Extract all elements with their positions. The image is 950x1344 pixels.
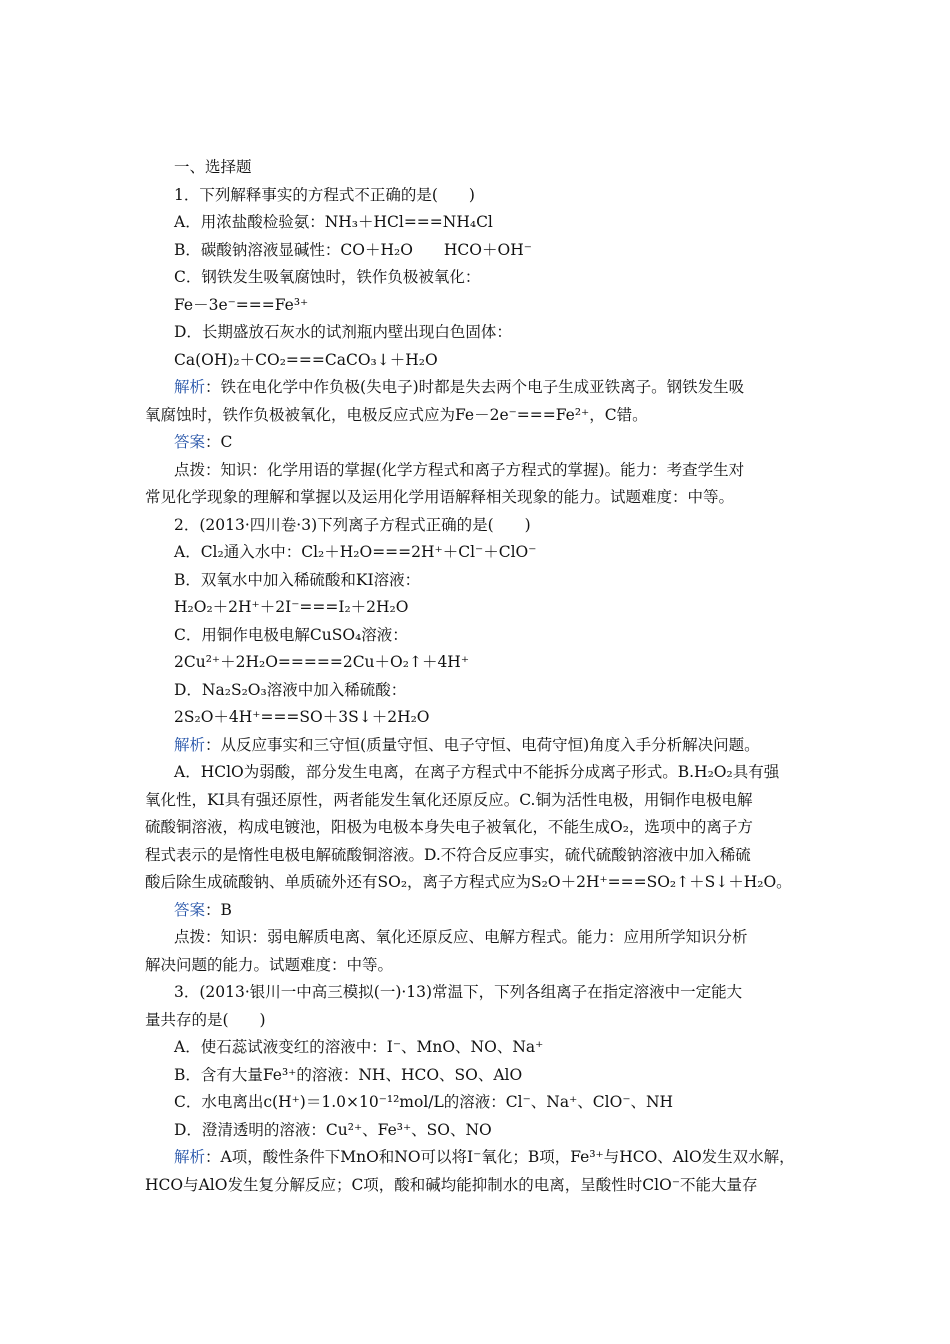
q2-option-a: A．Cl₂通入水中：Cl₂＋H₂O===2H⁺＋Cl⁻＋ClO⁻	[174, 543, 537, 561]
q1-note-line1: 点拨：知识：化学用语的掌握(化学方程式和离子方程式的掌握)。能力：考查学生对	[174, 461, 745, 479]
q2-answer	[174, 900, 232, 920]
q1-answer-value: ：C	[205, 433, 233, 451]
q2-analysis-label: 解析	[174, 736, 206, 754]
q2-analysis-line4: 硫酸铜溶液，构成电镀池，阳极为电极本身失电子被氧化，不能生成O₂，选项中的离子方	[145, 818, 753, 836]
q2-analysis-line5: 程式表示的是惰性电极电解硫酸铜溶液。D.不符合反应事实，硫代硫酸钠溶液中加入稀硫	[145, 846, 751, 864]
q1-answer	[174, 432, 232, 452]
q1-note-line2: 常见化学现象的理解和掌握以及运用化学用语解释相关现象的能力。试题难度：中等。	[145, 488, 735, 506]
q2-answer-value: ：B	[205, 901, 232, 919]
q3-analysis-line1	[174, 1147, 795, 1167]
q1-option-b: B．碳酸钠溶液显碱性：CO＋H₂O HCO＋OH⁻	[174, 241, 532, 259]
q2-analysis-text1: ：从反应事实和三守恒(质量守恒、电子守恒、电荷守恒)角度入手分析解决问题。	[205, 736, 760, 754]
q2-option-d-line1: D．Na₂S₂O₃溶液中加入稀硫酸：	[174, 681, 407, 699]
q3-analysis-line2: HCO与AlO发生复分解反应；C项，酸和碱均能抑制水的电离，呈酸性时ClO⁻不能大量存	[145, 1176, 758, 1194]
q1-option-d-line1: D．长期盛放石灰水的试剂瓶内壁出现白色固体：	[174, 323, 512, 341]
q1-analysis-line1	[174, 377, 744, 397]
q3-option-c: C．水电离出c(H⁺)＝1.0×10⁻¹²mol/L的溶液：Cl⁻、Na⁺、ClO⁻、NH	[174, 1093, 674, 1111]
q1-analysis-line2: 氧腐蚀时，铁作负极被氧化，电极反应式应为Fe－2e⁻===Fe²⁺，C错。	[145, 406, 648, 424]
q1-option-a: A．用浓盐酸检验氨：NH₃＋HCl===NH₄Cl	[174, 213, 493, 231]
q2-analysis-line6: 酸后除生成硫酸钠、单质硫外还有SO₂，离子方程式应为S₂O＋2H⁺===SO₂↑＋S↓＋H₂O。	[145, 873, 792, 891]
q2-analysis-line3: 氧化性，KI具有强还原性，两者能发生氧化还原反应。C.铜为活性电极，用铜作电极电解	[145, 791, 753, 809]
q1-analysis-label: 解析	[174, 378, 206, 396]
q2-analysis-line2: A．HClO为弱酸，部分发生电离，在离子方程式中不能拆分成离子形式。B.H₂O₂具有强	[174, 763, 780, 781]
q1-option-d-line2: Ca(OH)₂＋CO₂===CaCO₃↓＋H₂O	[174, 351, 438, 369]
q2-answer-label: 答案	[174, 901, 206, 919]
q3-option-a: A．使石蕊试液变红的溶液中：I⁻、MnO、NO、Na⁺	[174, 1038, 544, 1056]
q2-stem: 2．(2013·四川卷·3)下列离子方程式正确的是( )	[174, 516, 531, 534]
q3-option-b: B．含有大量Fe³⁺的溶液：NH、HCO、SO、AlO	[174, 1066, 523, 1084]
q1-stem: 1．下列解释事实的方程式不正确的是( )	[174, 186, 475, 204]
q2-analysis-line1	[174, 735, 760, 755]
q2-option-c-line1: C．用铜作电极电解CuSO₄溶液：	[174, 626, 408, 644]
q3-stem-line2: 量共存的是( )	[145, 1011, 266, 1029]
section-heading: 一、选择题	[174, 158, 252, 176]
q3-option-d: D．澄清透明的溶液：Cu²⁺、Fe³⁺、SO、NO	[174, 1121, 492, 1139]
q2-option-c-line2: 2Cu²⁺＋2H₂O=====2Cu＋O₂↑＋4H⁺	[174, 653, 470, 671]
q3-stem-line1: 3．(2013·银川一中高三模拟(一)·13)常温下，下列各组离子在指定溶液中一定能大	[174, 983, 743, 1001]
q1-option-c-line2: Fe－3e⁻===Fe³⁺	[174, 296, 309, 314]
q2-option-b-line2: H₂O₂＋2H⁺＋2I⁻===I₂＋2H₂O	[174, 598, 409, 616]
q1-option-c-line1: C．钢铁发生吸氧腐蚀时，铁作负极被氧化：	[174, 268, 481, 286]
q2-option-d-line2: 2S₂O＋4H⁺===SO＋3S↓＋2H₂O	[174, 708, 430, 726]
q1-analysis-text1: ：铁在电化学中作负极(失电子)时都是失去两个电子生成亚铁离子。钢铁发生吸	[205, 378, 745, 396]
q3-analysis-text1: ：A项，酸性条件下MnO和NO可以将I⁻氧化；B项，Fe³⁺与HCO、AlO发生双水解，	[205, 1148, 795, 1166]
q2-option-b-line1: B．双氧水中加入稀硫酸和KI溶液：	[174, 571, 421, 589]
q2-note-line1: 点拨：知识：弱电解质电离、氧化还原反应、电解方程式。能力：应用所学知识分析	[174, 928, 748, 946]
q2-note-line2: 解决问题的能力。试题难度：中等。	[145, 956, 394, 974]
q3-analysis-label: 解析	[174, 1148, 206, 1166]
q1-answer-label: 答案	[174, 433, 206, 451]
